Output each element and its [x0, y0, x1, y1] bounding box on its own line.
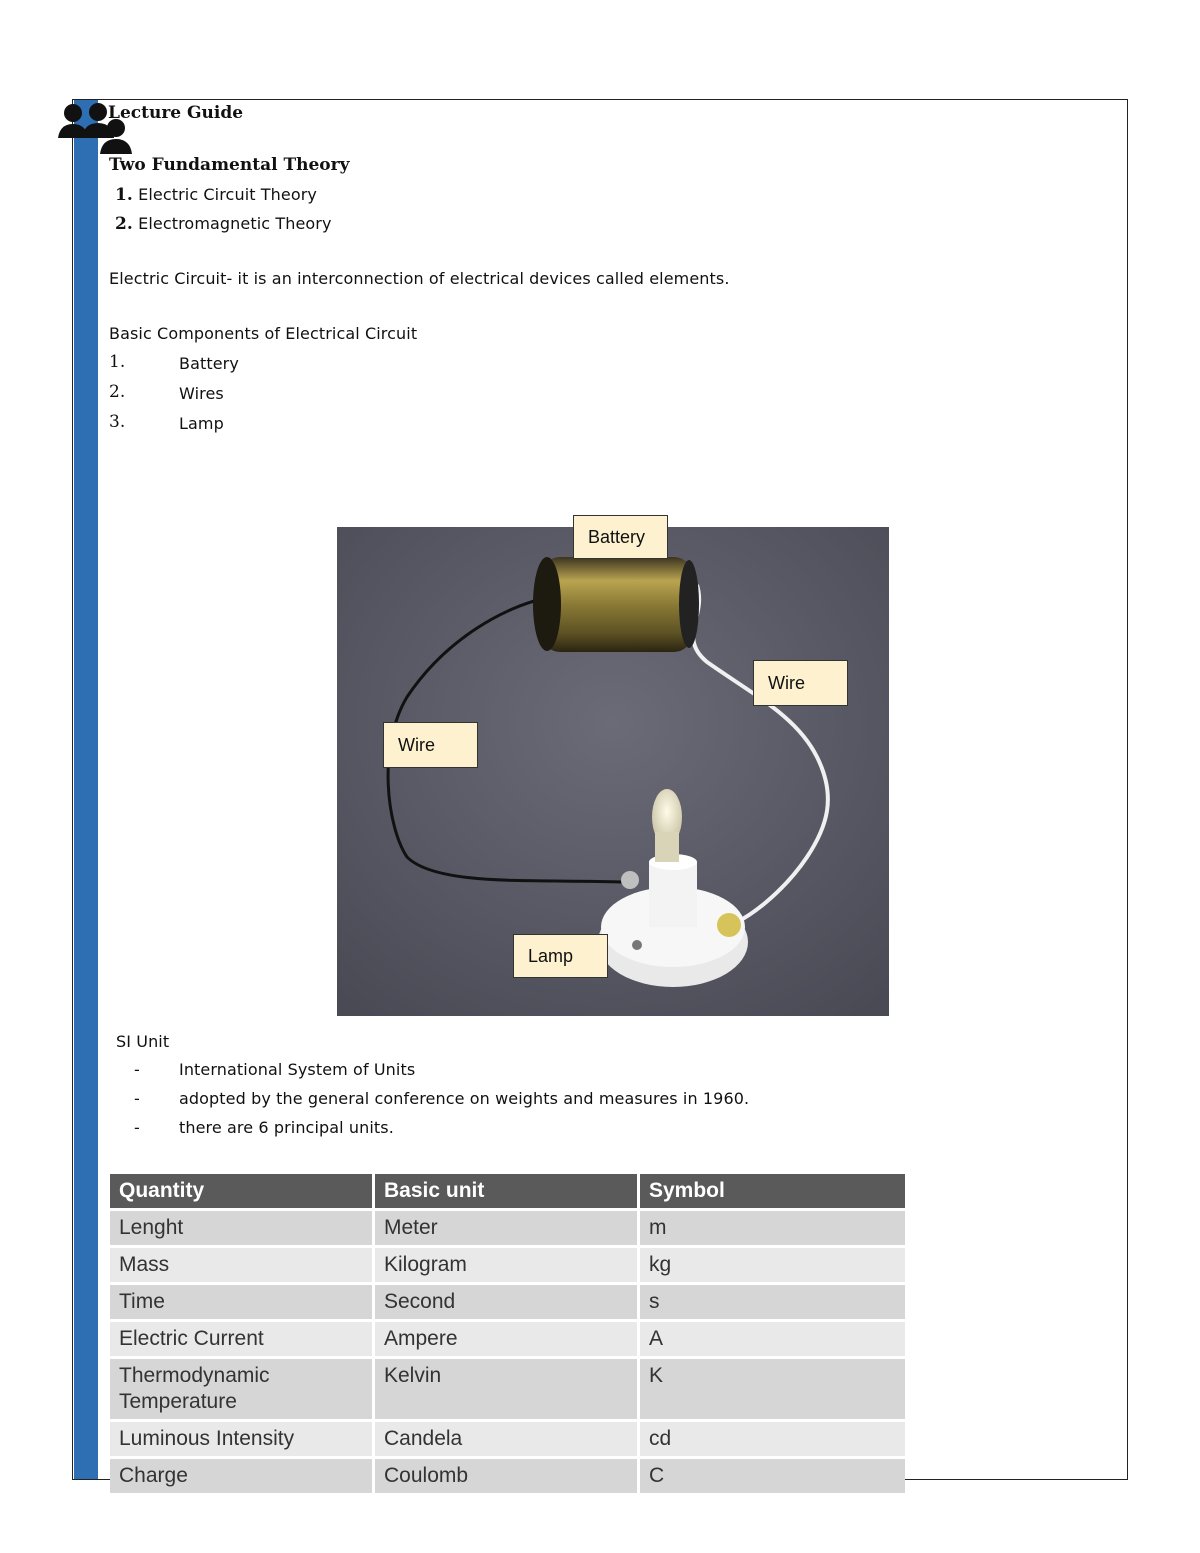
table-row — [110, 1285, 905, 1319]
table-cell: Ampere — [375, 1322, 640, 1356]
table-cell: kg — [640, 1248, 905, 1282]
component-battery: Battery — [179, 354, 239, 373]
callout-lamp: Lamp — [513, 934, 608, 978]
table-cell: A — [640, 1322, 905, 1356]
component-lamp: Lamp — [179, 414, 224, 433]
callout-battery: Battery — [573, 515, 668, 559]
accent-bar — [74, 100, 98, 1479]
table-cell: Kilogram — [375, 1248, 640, 1282]
page-title: Lecture Guide — [108, 103, 244, 123]
circuit-definition: Electric Circuit- it is an interconnection of electrical devices called elements. — [109, 269, 730, 288]
table-cell: Lenght — [110, 1211, 375, 1245]
table-cell: C — [640, 1459, 905, 1493]
column-header-basic-unit: Basic unit — [375, 1174, 640, 1208]
bullet-marker: - — [134, 1089, 140, 1108]
si-heading: SI Unit — [116, 1032, 170, 1051]
table-cell: Second — [375, 1285, 640, 1319]
components-heading: Basic Components of Electrical Circuit — [109, 324, 418, 343]
table-cell: Candela — [375, 1422, 640, 1456]
component-number: 1. — [109, 352, 126, 372]
table-row — [110, 1459, 905, 1493]
theory-item-2 — [115, 214, 332, 234]
circuit-photo — [337, 527, 889, 1016]
component-number: 2. — [109, 382, 126, 402]
table-row — [110, 1422, 905, 1456]
table-row — [110, 1322, 905, 1356]
si-units-table — [110, 1171, 905, 1496]
column-header-quantity: Quantity — [110, 1174, 375, 1208]
component-wires: Wires — [179, 384, 224, 403]
table-row — [110, 1248, 905, 1282]
table-cell: Charge — [110, 1459, 375, 1493]
table-cell: Thermodynamic Temperature — [110, 1359, 375, 1419]
component-number: 3. — [109, 412, 126, 432]
table-cell: m — [640, 1211, 905, 1245]
si-point: adopted by the general conference on weights and measures in 1960. — [179, 1089, 750, 1108]
si-point: International System of Units — [179, 1060, 416, 1079]
table-cell: Time — [110, 1285, 375, 1319]
table-cell: Luminous Intensity — [110, 1422, 375, 1456]
table-cell: Coulomb — [375, 1459, 640, 1493]
bullet-marker: - — [134, 1060, 140, 1079]
table-cell: K — [640, 1359, 905, 1419]
table-cell: s — [640, 1285, 905, 1319]
column-header-symbol: Symbol — [640, 1174, 905, 1208]
theory-number: 1. — [115, 185, 133, 205]
table-cell: cd — [640, 1422, 905, 1456]
callout-wire-right: Wire — [753, 660, 848, 706]
theory-number: 2. — [115, 214, 133, 234]
theory-item-1 — [115, 185, 317, 205]
table-cell: Meter — [375, 1211, 640, 1245]
table-cell: Electric Current — [110, 1322, 375, 1356]
theory-label: Electric Circuit Theory — [138, 185, 317, 204]
table-row — [110, 1211, 905, 1245]
callout-wire-left: Wire — [383, 722, 478, 768]
theory-label: Electromagnetic Theory — [138, 214, 332, 233]
table-cell: Kelvin — [375, 1359, 640, 1419]
theory-heading: Two Fundamental Theory — [109, 155, 350, 175]
si-point: there are 6 principal units. — [179, 1118, 394, 1137]
table-cell: Mass — [110, 1248, 375, 1282]
table-header-row — [110, 1174, 905, 1208]
table-row — [110, 1359, 905, 1419]
bullet-marker: - — [134, 1118, 140, 1137]
